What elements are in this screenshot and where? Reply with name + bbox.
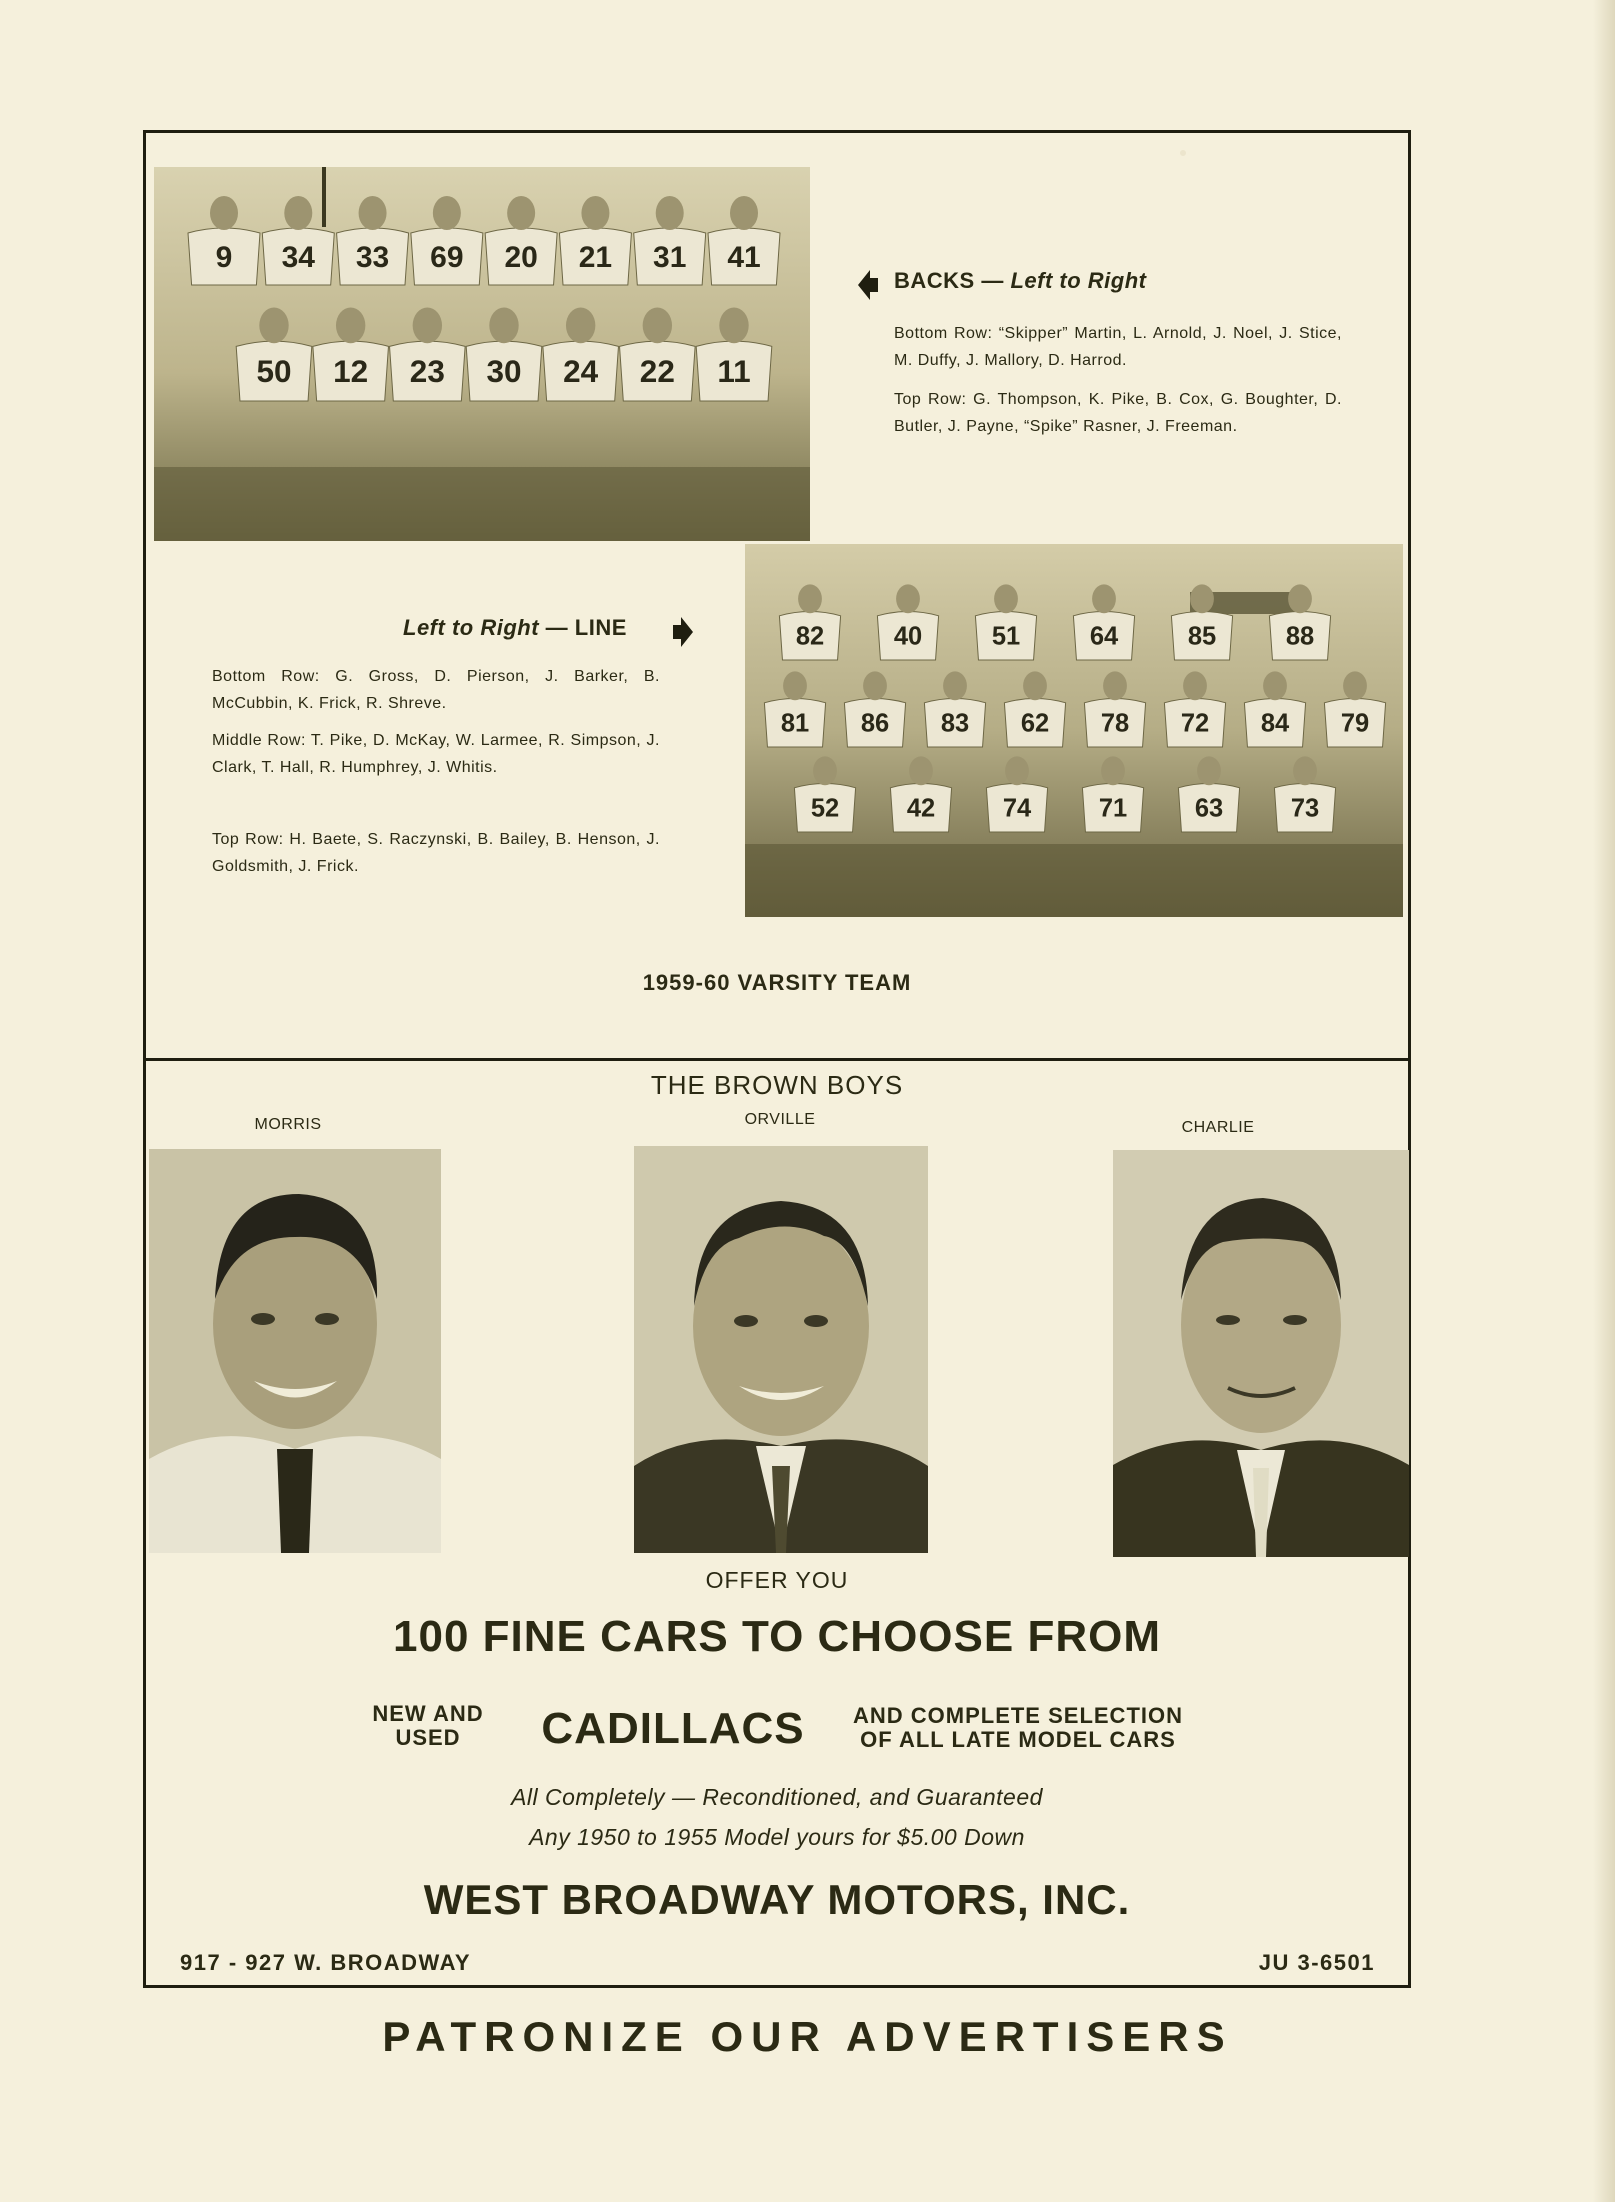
jersey-number: 51 (991, 622, 1021, 651)
line-heading-italic: Left to Right (403, 615, 540, 640)
name-morris: MORRIS (254, 1116, 322, 1133)
jersey-number: 33 (355, 241, 390, 274)
reconditioned-line: All Completely — Reconditioned, and Guaranteed (511, 1784, 1043, 1810)
jersey-number: 22 (639, 353, 675, 390)
line-heading-main: — LINE (545, 615, 627, 640)
line-bottom-row: Bottom Row: G. Gross, D. Pierson, J. Barker, B. McCubbin, K. Frick, R. Shreve. (212, 668, 660, 712)
jersey-number: 52 (810, 794, 840, 823)
offer-you: OFFER YOU (705, 1567, 849, 1593)
jersey-number: 82 (795, 622, 825, 651)
jersey-number: 83 (940, 709, 970, 738)
jersey-number: 86 (860, 709, 890, 738)
cadillacs-label: CADILLACS (541, 1704, 805, 1753)
portrait-morris (149, 1149, 441, 1553)
portrait-orville (634, 1146, 928, 1553)
jersey-number: 73 (1290, 794, 1320, 823)
complete-selection-label (828, 1704, 1208, 1752)
company-name: WEST BROADWAY MOTORS, INC. (423, 1876, 1131, 1923)
jersey-number: 40 (893, 622, 923, 651)
jersey-number: 20 (504, 241, 538, 274)
backs-bottom-row: Bottom Row: “Skipper” Martin, L. Arnold, J. Noel, J. Stice, M. Duffy, J. Mallory, D. Harrod. (894, 325, 1342, 369)
jersey-number: 12 (333, 353, 369, 390)
jersey-number: 9 (215, 241, 233, 274)
backs-heading-main: BACKS — (894, 268, 1004, 293)
jersey-number: 71 (1098, 794, 1128, 823)
line-middle-row: Middle Row: T. Pike, D. McKay, W. Larmee, R. Simpson, J. Clark, T. Hall, R. Humphrey, J. Whitis. (212, 732, 660, 776)
jersey-number: 69 (430, 241, 464, 274)
address: 917 - 927 W. BROADWAY (180, 1950, 472, 1975)
name-orville: ORVILLE (744, 1111, 816, 1128)
new-used-line1: NEW AND (372, 1701, 484, 1726)
jersey-number: 74 (1002, 794, 1032, 823)
right-arrow-icon (673, 617, 693, 652)
down-offer-line: Any 1950 to 1955 Model yours for $5.00 Down (529, 1824, 1025, 1850)
paper-edge (1593, 0, 1615, 2202)
line-team-photo (745, 544, 1403, 917)
new-used-line2: USED (395, 1725, 461, 1750)
jersey-number: 72 (1180, 709, 1210, 738)
line-top-row: Top Row: H. Baete, S. Raczynski, B. Bailey, B. Henson, J. Goldsmith, J. Frick. (212, 831, 660, 875)
jersey-number: 78 (1100, 709, 1130, 738)
jersey-number: 50 (256, 353, 292, 390)
team-title: 1959-60 VARSITY TEAM (642, 970, 912, 995)
jersey-number: 30 (486, 353, 522, 390)
backs-team-photo (154, 167, 810, 541)
jersey-number: 81 (780, 709, 810, 738)
phone-number: JU 3-6501 (1258, 1950, 1375, 1975)
patronize-footer: PATRONIZE OUR ADVERTISERS (382, 2013, 1233, 2060)
complete-line1: AND COMPLETE SELECTION (852, 1703, 1183, 1728)
jersey-number: 62 (1020, 709, 1050, 738)
jersey-number: 42 (906, 794, 936, 823)
headline: 100 FINE CARS TO CHOOSE FROM (393, 1612, 1161, 1661)
jersey-number: 41 (727, 241, 761, 274)
jersey-number: 34 (281, 241, 315, 274)
jersey-number: 31 (653, 241, 687, 274)
jersey-number: 88 (1285, 622, 1315, 651)
backs-top-row: Top Row: G. Thompson, K. Pike, B. Cox, G. Boughter, D. Butler, J. Payne, “Spike” Rasner, J. Freeman. (894, 391, 1342, 435)
complete-line2: OF ALL LATE MODEL CARS (860, 1727, 1176, 1752)
jersey-number: 21 (578, 241, 613, 274)
jersey-number: 23 (409, 353, 445, 390)
line-heading (403, 615, 627, 641)
brown-boys-title: THE BROWN BOYS (650, 1070, 904, 1100)
new-used-label (348, 1702, 508, 1750)
jersey-number: 64 (1089, 622, 1119, 651)
jersey-number: 24 (563, 353, 599, 390)
jersey-number: 63 (1194, 794, 1224, 823)
jersey-number: 11 (717, 353, 751, 390)
backs-heading (894, 268, 1147, 294)
name-charlie: CHARLIE (1181, 1119, 1255, 1136)
portrait-charlie (1113, 1150, 1409, 1557)
backs-heading-italic: Left to Right (1010, 268, 1147, 293)
section-divider (143, 1058, 1411, 1061)
left-arrow-icon (858, 270, 878, 305)
jersey-number: 84 (1260, 709, 1290, 738)
jersey-number: 79 (1340, 709, 1370, 738)
jersey-number: 85 (1187, 622, 1217, 651)
